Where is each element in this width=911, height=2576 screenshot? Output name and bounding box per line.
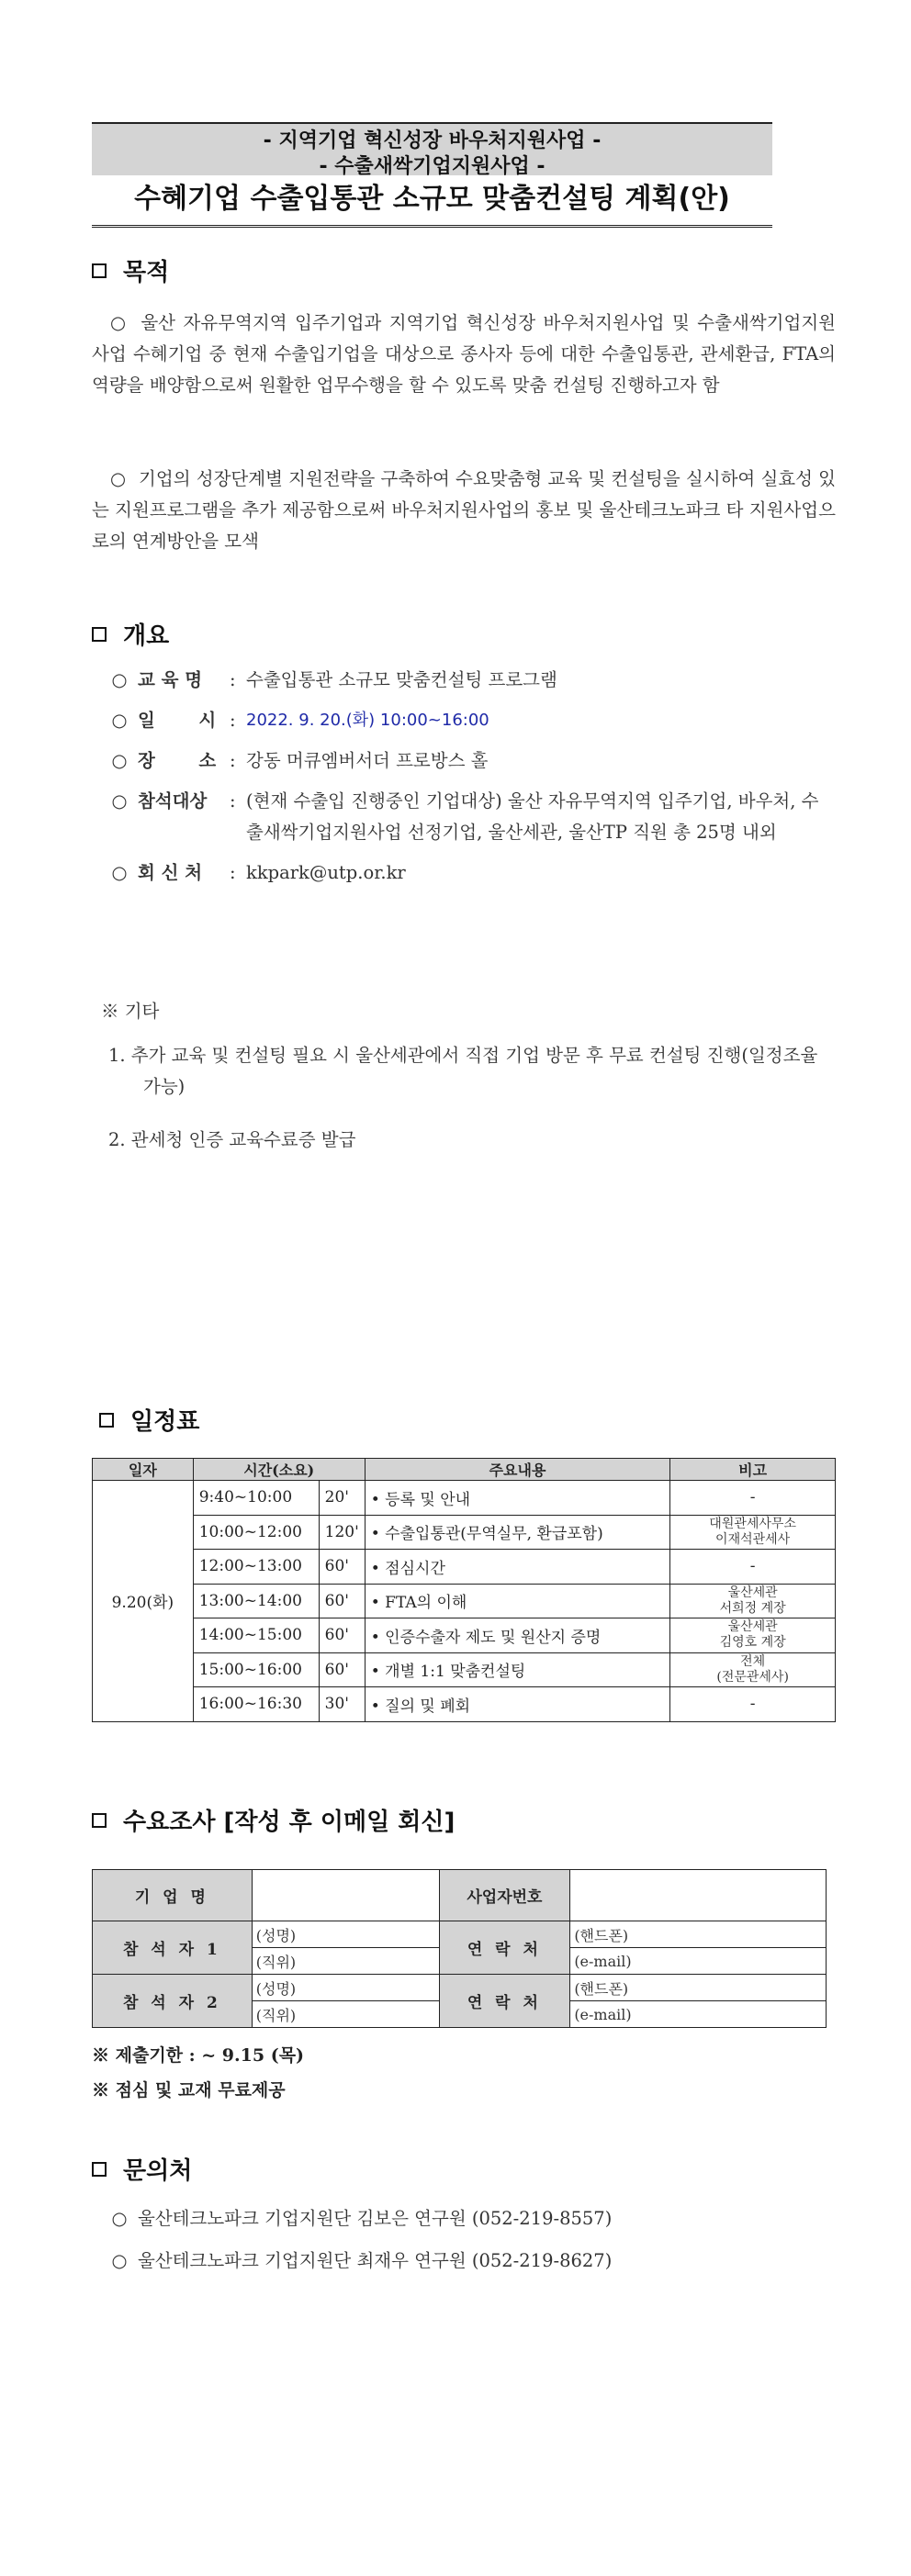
purpose-text-2: 기업의 성장단계별 지원전략을 구축하여 수요맞춤형 교육 및 컨설팅을 실시하여 실효성 있는 지원프로그램을 추가 제공함으로써 바우처지원사업의 홍보 및 울산테크노파크 타 지원사업으로의 연계방안을 모색: [92, 468, 836, 552]
etc-item-1: 1. 추가 교육 및 컨설팅 필요 시 울산세관에서 직접 기업 방문 후 무료 컨설팅 진행(일정조율가능): [108, 1045, 818, 1097]
company-name-field[interactable]: [252, 1870, 439, 1921]
table-row: [93, 1481, 836, 1516]
document-title: 수혜기업 수출입통관 소규모 맞춤컨설팅 계획(안): [92, 175, 772, 228]
overview-value: 수출입통관 소규모 맞춤컨설팅 프로그램: [246, 669, 557, 690]
duration-cell: 60': [319, 1652, 365, 1687]
program-title-line1: - 지역기업 혁신성장 바우처지원사업 -: [263, 129, 602, 152]
attendee1-email-field[interactable]: (e-mail): [570, 1948, 827, 1975]
table-row: [93, 1687, 836, 1722]
duration-cell: 60': [319, 1584, 365, 1618]
content-cell: • 점심시간: [365, 1550, 670, 1585]
note-cell: -: [670, 1687, 836, 1722]
schedule-heading: [99, 1403, 199, 1437]
circle-bullet-icon: ○: [111, 710, 128, 731]
time-cell: 13:00~14:00: [193, 1584, 319, 1618]
time-cell: 9:40~10:00: [193, 1481, 319, 1516]
contact-text: 울산테크노파크 기업지원단 최재우 연구원 (052-219-8627): [138, 2250, 613, 2271]
square-bullet-icon: [92, 263, 107, 278]
company-label: 기 업 명: [93, 1870, 253, 1921]
lunch-note: ※ 점심 및 교재 무료제공: [92, 2080, 286, 2100]
attendee2-name-field[interactable]: (성명): [252, 1975, 439, 2001]
attendee2-email-field[interactable]: (e-mail): [570, 2001, 827, 2028]
contact-item-2: [101, 2246, 612, 2277]
note-cell: -: [670, 1550, 836, 1585]
square-bullet-icon: [92, 2162, 107, 2177]
note-cell: -: [670, 1481, 836, 1516]
overview-item-place: ○ 장 소 : 강동 머큐엠버서더 프로방스 홀: [101, 745, 836, 777]
etc-item-2: 2. 관세청 인증 교육수료증 발급: [108, 1129, 356, 1150]
bizno-label: 사업자번호: [439, 1870, 570, 1921]
time-cell: 10:00~12:00: [193, 1515, 319, 1550]
content-cell: • 인증수출자 제도 및 원산지 증명: [365, 1618, 670, 1653]
attendee2-label: 참 석 자 2: [93, 1975, 253, 2028]
content-cell: • 질의 및 폐회: [365, 1687, 670, 1722]
survey-heading-text: 수요조사 [작성 후 이메일 회신]: [123, 1809, 456, 1836]
square-bullet-icon: [92, 627, 107, 642]
duration-cell: 120': [319, 1515, 365, 1550]
content-cell: • 수출입통관(무역실무, 환급포함): [365, 1515, 670, 1550]
attendee1-contact-label: 연 락 처: [439, 1921, 570, 1975]
table-row: [93, 1618, 836, 1653]
submission-deadline: ※ 제출기한 : ~ 9.15 (목): [92, 2045, 305, 2066]
survey-row-company: [93, 1870, 827, 1921]
circle-bullet-icon: ○: [110, 468, 127, 489]
reply-email-link[interactable]: kkpark@utp.or.kr: [246, 862, 406, 883]
square-bullet-icon: [99, 1413, 114, 1428]
purpose-paragraph-1: [92, 308, 836, 401]
overview-label: 일 시: [138, 710, 217, 731]
circle-bullet-icon: ○: [110, 312, 129, 333]
circle-bullet-icon: ○: [111, 669, 128, 690]
contact-text: 울산테크노파크 기업지원단 김보은 연구원 (052-219-8557): [138, 2208, 613, 2229]
overview-label: 회 신 처: [138, 862, 203, 883]
overview-item-reply: ○ 회 신 처 : kkpark@utp.or.kr: [101, 857, 836, 889]
circle-bullet-icon: ○: [111, 750, 128, 771]
time-cell: 14:00~15:00: [193, 1618, 319, 1653]
overview-value: 강동 머큐엠버서더 프로방스 홀: [246, 750, 489, 771]
program-title-line2: - 수출새싹기업지원사업 -: [319, 155, 545, 178]
note-cell: 울산세관 김영호 계장: [670, 1618, 836, 1653]
table-row: [93, 1515, 836, 1550]
overview-label: 교 육 명: [138, 669, 203, 690]
table-row: [93, 1652, 836, 1687]
bizno-field[interactable]: [570, 1870, 827, 1921]
survey-row-attendee2: [93, 1975, 827, 2001]
column-header: 시간(소요): [193, 1459, 365, 1481]
purpose-heading: [92, 253, 169, 287]
column-header: 주요내용: [365, 1459, 670, 1481]
attendee1-phone-field[interactable]: (핸드폰): [570, 1921, 827, 1948]
attendee2-phone-field[interactable]: (핸드폰): [570, 1975, 827, 2001]
content-cell: • FTA의 이해: [365, 1584, 670, 1618]
circle-bullet-icon: ○: [111, 2208, 128, 2229]
attendee1-label: 참 석 자 1: [93, 1921, 253, 1975]
purpose-text-1: 울산 자유무역지역 입주기업과 지역기업 혁신성장 바우처지원사업 및 수출새싹기업지원사업 수혜기업 중 현재 수출입기업을 대상으로 종사자 등에 대한 수출입통관, 관세환급, FTA의 역량을 배양함으로써 원활한 업무수행을 할 수 있도록 맞춤 컨설팅 진행하고자 함: [92, 312, 836, 396]
schedule-header-row: [93, 1459, 836, 1481]
circle-bullet-icon: ○: [111, 2250, 128, 2271]
inquiry-heading-text: 문의처: [123, 2157, 193, 2185]
overview-item-course: ○ 교 육 명 : 수출입통관 소규모 맞춤컨설팅 프로그램: [101, 665, 836, 696]
time-cell: 15:00~16:00: [193, 1652, 319, 1687]
table-row: [93, 1584, 836, 1618]
overview-label: 참석대상: [138, 790, 208, 812]
schedule-date: 9.20(화): [93, 1481, 194, 1722]
duration-cell: 30': [319, 1687, 365, 1722]
duration-cell: 20': [319, 1481, 365, 1516]
title-banner: [92, 122, 772, 228]
column-header: 일자: [93, 1459, 194, 1481]
duration-cell: 60': [319, 1550, 365, 1585]
overview-list: [101, 665, 836, 889]
overview-label: 장 소: [138, 750, 217, 771]
content-cell: • 등록 및 안내: [365, 1481, 670, 1516]
purpose-heading-text: 목적: [123, 259, 170, 286]
overview-item-attendees: ○ 참석대상 : (현재 수출입 진행중인 기업대상) 울산 자유무역지역 입주기업, 바우처, 수출새싹기업지원사업 선정기업, 울산세관, 울산TP 직원 총 25명 내외: [101, 786, 836, 848]
survey-form-table: [92, 1869, 827, 2028]
column-header: 비고: [670, 1459, 836, 1481]
schedule-heading-text: 일정표: [130, 1408, 200, 1436]
time-cell: 16:00~16:30: [193, 1687, 319, 1722]
note-cell: 대원관세사무소 이재석관세사: [670, 1515, 836, 1550]
overview-value: (현재 수출입 진행중인 기업대상) 울산 자유무역지역 입주기업, 바우처, 수출새싹기업지원사업 선정기업, 울산세관, 울산TP 직원 총 25명 내외: [246, 790, 819, 843]
overview-value: 2022. 9. 20.(화) 10:00~16:00: [246, 711, 489, 730]
overview-heading-text: 개요: [123, 622, 170, 650]
circle-bullet-icon: ○: [111, 862, 128, 883]
overview-item-date: ○ 일 시 : 2022. 9. 20.(화) 10:00~16:00: [101, 705, 836, 736]
note-cell: 울산세관 서희정 계장: [670, 1584, 836, 1618]
purpose-paragraph-2: [92, 464, 836, 557]
duration-cell: 60': [319, 1618, 365, 1653]
circle-bullet-icon: ○: [111, 790, 128, 812]
inquiry-heading: [92, 2152, 192, 2186]
contact-item-1: [101, 2203, 612, 2234]
survey-row-attendee1: [93, 1921, 827, 1948]
attendee1-name-field[interactable]: (성명): [252, 1921, 439, 1948]
content-cell: • 개별 1:1 맞춤컨설팅: [365, 1652, 670, 1687]
table-row: [93, 1550, 836, 1585]
schedule-table: [92, 1458, 836, 1722]
time-cell: 12:00~13:00: [193, 1550, 319, 1585]
attendee2-title-field[interactable]: (직위): [252, 2001, 439, 2028]
square-bullet-icon: [92, 1813, 107, 1828]
attendee2-contact-label: 연 락 처: [439, 1975, 570, 2028]
survey-heading: [92, 1803, 455, 1837]
note-cell: 전체 (전문관세사): [670, 1652, 836, 1687]
attendee1-title-field[interactable]: (직위): [252, 1948, 439, 1975]
overview-heading: [92, 617, 169, 651]
etc-heading: ※ 기타: [101, 1001, 160, 1022]
